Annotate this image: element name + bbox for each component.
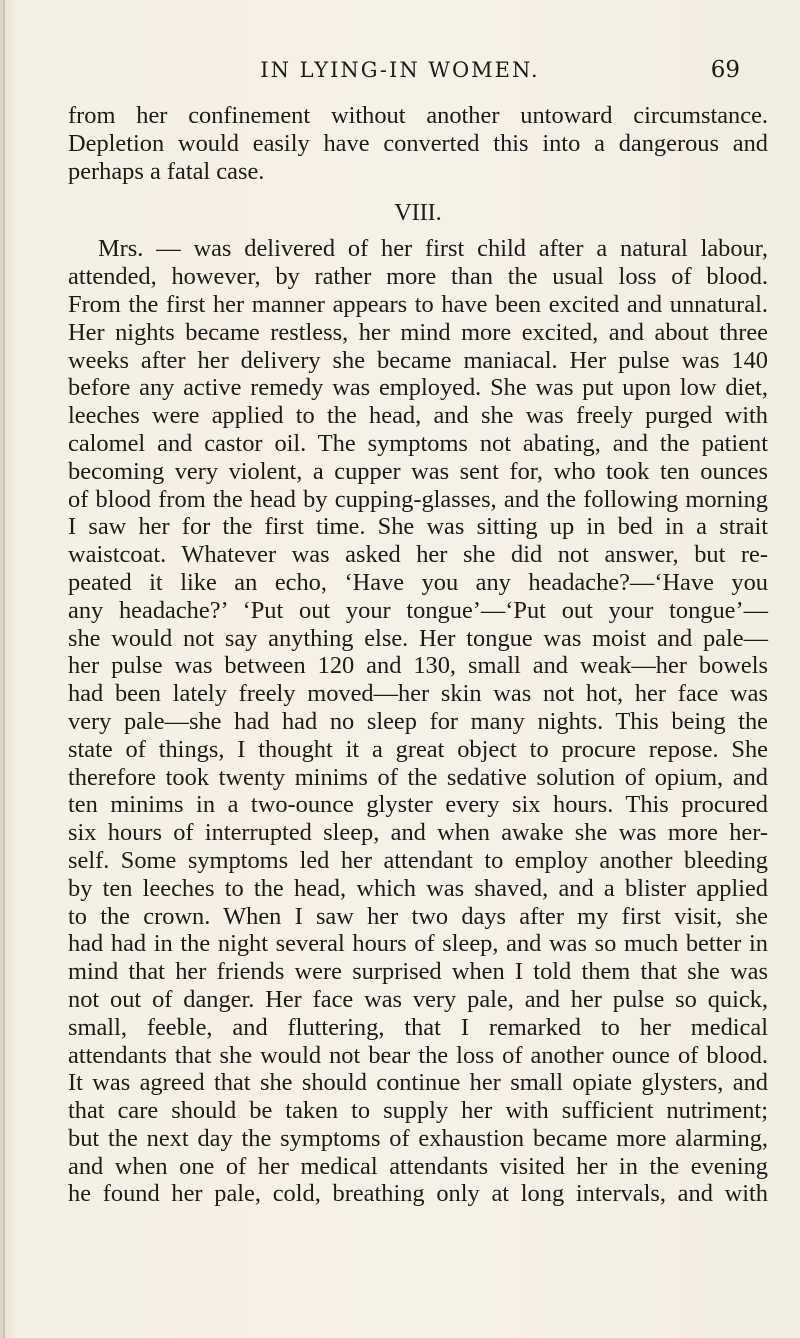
text-line: attended, however, by rather more than the usual loss of blood. (68, 263, 768, 291)
text-line: calomel and castor oil. The symptoms not abating, and the patient (68, 429, 768, 457)
text-line: she would not say anything else. Her tongue was moist and pale— (68, 624, 768, 652)
text-line: Mrs. — was delivered of her first child after a natural labour, (98, 235, 768, 263)
text-line: attendants that she would not bear the loss of another ounce of blood. (68, 1041, 768, 1069)
text-line: becoming very violent, a cupper was sent for, who took ten ounces (68, 457, 768, 485)
text-line: he found her pale, cold, breathing only at long intervals, and with (68, 1180, 768, 1208)
text-line: peated it like an echo, ‘Have you any headache?—‘Have you (68, 568, 768, 596)
intro-paragraph (68, 102, 768, 185)
text-line: her pulse was between 120 and 130, small and weak—her bowels (68, 652, 768, 680)
text-line: leeches were applied to the head, and she was freely purged with (68, 402, 768, 430)
body-text (68, 102, 768, 1208)
text-line: from her confinement without another untoward circumstance. (68, 102, 768, 129)
case-paragraph (68, 235, 768, 1208)
text-line: that care should be taken to supply her with sufficient nutriment; (68, 1097, 768, 1125)
text-line: Her nights became restless, her mind more excited, and about three (68, 318, 768, 346)
text-line: Depletion would easily have converted this into a dangerous and (68, 129, 768, 157)
text-line: very pale—she had had no sleep for many nights. This being the (68, 707, 768, 735)
text-line: any headache?’ ‘Put out your tongue’—‘Put out your tongue’— (68, 596, 768, 624)
text-line: weeks after her delivery she became maniacal. Her pulse was 140 (68, 346, 768, 374)
text-line: self. Some symptoms led her attendant to employ another bleeding (68, 846, 768, 874)
text-line: From the first her manner appears to have been excited and unnatural. (68, 290, 768, 318)
text-line: but the next day the symptoms of exhaustion became more alarming, (68, 1124, 768, 1152)
text-line: state of things, I thought it a great object to procure repose. She (68, 735, 768, 763)
section-heading: VIII. (394, 200, 442, 227)
text-line: and when one of her medical attendants visited her in the evening (68, 1152, 768, 1180)
text-line: of blood from the head by cupping-glasses, and the following morning (68, 485, 768, 513)
text-line: had been lately freely moved—her skin was not hot, her face was (68, 680, 768, 708)
text-line: mind that her friends were surprised when I told them that she was (68, 958, 768, 986)
running-title: IN LYING-IN WOMEN. (260, 58, 540, 82)
text-line: ten minims in a two-ounce glyster every six hours. This procured (68, 791, 768, 819)
text-line: six hours of interrupted sleep, and when awake she was more her- (68, 819, 768, 847)
running-header (0, 55, 800, 85)
text-line: waistcoat. Whatever was asked her she did not answer, but re- (68, 541, 768, 569)
text-line: perhaps a fatal case. (68, 157, 265, 185)
text-line: before any active remedy was employed. She was put upon low diet, (68, 374, 768, 402)
text-line: therefore took twenty minims of the sedative solution of opium, and (68, 763, 768, 791)
text-line: It was agreed that she should continue her small opiate glysters, and (68, 1069, 768, 1097)
text-line: I saw her for the first time. She was sitting up in bed in a strait (68, 513, 768, 541)
text-line: not out of danger. Her face was very pale, and her pulse so quick, (68, 985, 768, 1013)
page-number: 69 (710, 57, 740, 83)
text-line: small, feeble, and fluttering, that I remarked to her medical (68, 1013, 768, 1041)
binding-edge (3, 0, 5, 1338)
text-line: to the crown. When I saw her two days after my first visit, she (68, 902, 768, 930)
text-line: by ten leeches to the head, which was shaved, and a blister applied (68, 874, 768, 902)
text-line: had had in the night several hours of sleep, and was so much better in (68, 930, 768, 958)
